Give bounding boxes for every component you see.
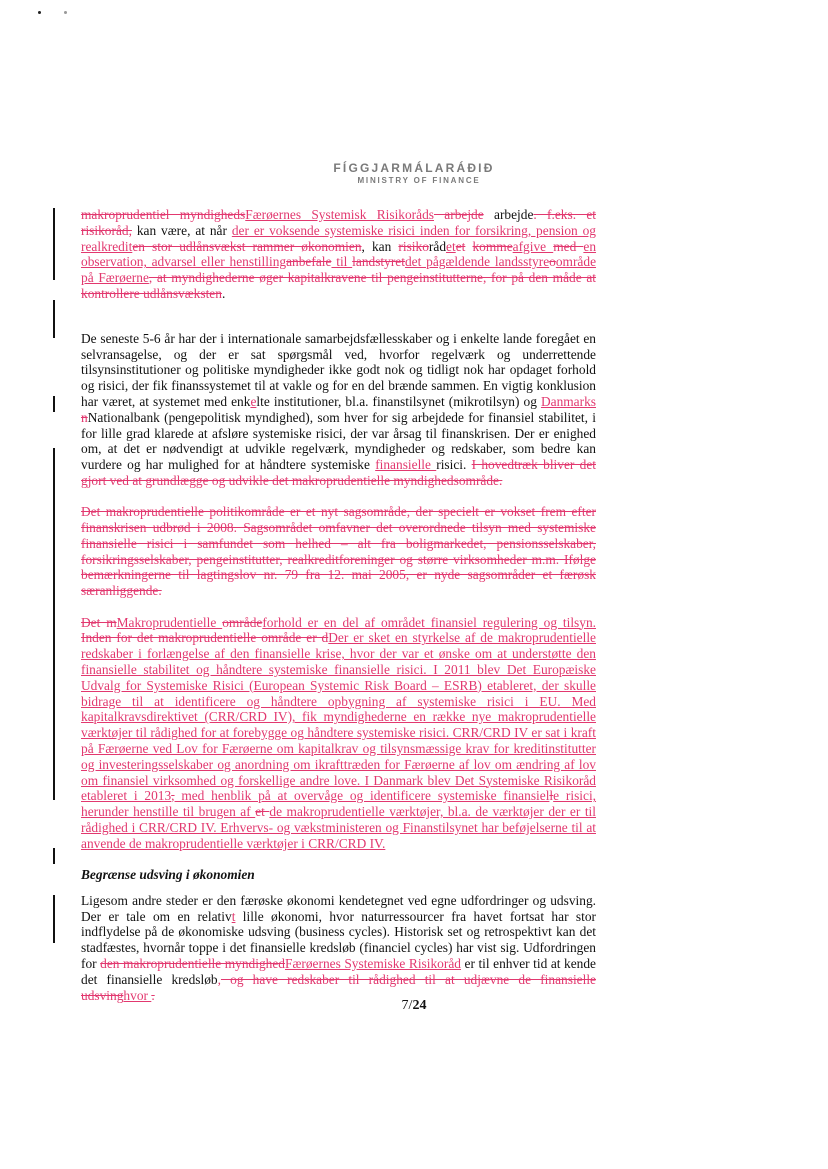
page-number [0, 998, 828, 1014]
insertion: e risici, herunder henstille til brugen af [81, 788, 597, 820]
insertion: et [446, 238, 456, 254]
deletion: . [151, 987, 155, 1003]
ministry-name-english: MINISTRY OF FINANCE [357, 176, 481, 185]
section-heading: Begrænse udsving i økonomien [81, 866, 255, 882]
deletion: . f.eks. et risikoråd, [81, 207, 597, 238]
deletion: den makroprudentielle myndighed [100, 955, 286, 971]
change-bar [53, 848, 55, 864]
deletion: område [222, 614, 263, 630]
document-body [81, 207, 596, 1019]
paragraph-limit-fluctuations [81, 893, 596, 1004]
page-separator: / [408, 998, 413, 1013]
change-bar [53, 448, 55, 800]
text: kan være, at når [131, 222, 232, 238]
paragraph-self-examination [81, 331, 596, 489]
paragraph-risk-council-work [81, 207, 596, 302]
deletion: , at myndighederne øger kapitalkravene til pengeinstitutterne, for på den måde at kontrollere udlånsvæksten [81, 270, 597, 301]
deletion: Det makroprudentielle politikområde er et nyt sagsområde, der specielt er vokset frem efter finanskrisen udbrød i 2008. Sagsområdet omfavner det overordnede tilsyn med systemiske finansielle risici i samfundet som helhed – alt fra boligmarkedet, pensionsselskaber, forsikringsselskaber, pengeinstitutter, realkreditforeninger og større virksomheder m.m. Ifølge bemærkningerne til lagtingslov nr. 79 fra 12. mai 2005, er nyde sagsområder et færøsk særanliggende. [81, 504, 596, 599]
insertion: finansielle [375, 457, 437, 473]
insertion: Færøernes Systemiske Risikoråd [285, 955, 461, 971]
text: råd [428, 238, 447, 254]
text: Nationalbank (pengepolitisk myndighed), som hver for sig arbejdede for finansiel stabilitet, i for lille grad klarede at afsløre systemiske risici, der var årsag til finanskrisen. Der er enighed om, at det er nødvendigt at udvikle regelværk, myndigheder og redskaber, som bedre kan vurdere og har mulighed for at håndtere systemiske [81, 409, 596, 473]
deletion: Det m [81, 614, 117, 630]
paragraph-macroprudential-tools [81, 615, 596, 852]
insertion: Der er sket en styrkelse af de makroprudentielle redskaber i forlængelse af den finansielle krise, hvor der var et ønske om at understøtte den finansielle stabilitet og håndtere systemiske finansielle risici. I 2011 blev Det Europæiske Udvalg for Systemiske Risici (European Systemic Risk Board – ESRB) etableret, der skulle bidrage til at identificere og håndtere opbygning af systemiske risici i EU. Med kapitalkravsdirektivet (CRR/CRD IV), fik myndighederne en række nye makroprudentielle værktøjer til rådighed for at forebygge og håndtere systemiske risici. CRR/CRD IV er sat i kraft på Færøerne ved Lov for Færøerne om kapitalkrav og tilsynsmæssige krav for kreditinstitutter og investeringsselskaber og anordning om ikrafttræden for Færøerne af lov om ændring af lov om finansiel virksomhed og forskellige andre love. I Danmark blev Det Systemiske Risikoråd etableret i 2013 [81, 630, 596, 804]
deletion: komme [472, 238, 513, 254]
scan-speck [64, 11, 67, 14]
change-bar [53, 300, 55, 338]
deletion: en stor udlånsvækst rammer økonomien [132, 238, 362, 254]
change-bar [53, 396, 55, 412]
insertion: , [217, 971, 221, 987]
deletion: n [81, 409, 88, 425]
deletion: arbejde [434, 207, 484, 222]
deletion: o [549, 254, 556, 270]
deletion: et [455, 238, 466, 254]
paragraph-deleted-policy-area [81, 504, 596, 599]
insertion: hvor [123, 987, 152, 1003]
deletion: et [255, 804, 270, 820]
text: lille økonomi, hvor naturressourcer fra havet fortsat har stor indflydelse på de økonomiske udsving (business cycles). Historisk set og retrospektivt kan det stadfæstes, hvornår toppe i det finansielle kredsløb (financiel cycles) har vist sig. Udfordringen for [81, 908, 596, 971]
insertion: Danmarks [540, 393, 596, 409]
text: risici. [436, 457, 472, 473]
letterhead [0, 161, 828, 185]
insertion: Makroprudentielle [116, 614, 223, 630]
insertion: de makroprudentielle værktøjer, bl.a. de værktøjer der er til rådighed i CRR/CRD IV. Erhvervs- og vækstministeren og Finanstilsynet har beføjelserne til at anvende de makroprudentielle værktøjer i CRR/CRD IV. [81, 804, 597, 851]
deletion: anbefale [286, 254, 332, 270]
change-bar [53, 895, 55, 943]
deletion: l [549, 788, 554, 804]
text: De seneste 5-6 år har der i internationale samarbejdsfællesskaber og i enkelte lande foregået en selvransagelse, og der er sat spørgsmål ved, hvorfor regelværk og underrettende tilsynsinstitutioner og politiske myndigheder ikke godt nok og tidligt nok har opdaget forhold og risici, der fik finanssystemet til at vakle og for en del brænde sammen. En vigtig konklusion har været, at systemet med enk [81, 330, 596, 409]
page-current: 7 [401, 998, 409, 1013]
text: , kan [361, 238, 399, 254]
deletion: med [553, 238, 584, 254]
insertion: Færøernes Systemisk Risikoråds [245, 207, 434, 222]
text: . [221, 285, 226, 301]
insertion: t [231, 908, 236, 924]
deletion: risiko [398, 238, 429, 254]
insertion: afgive [512, 238, 554, 254]
insertion: til [331, 254, 353, 270]
deletion: og have redskaber til rådighed til at udjævne de finansielle udsving [81, 971, 596, 1003]
scan-speck [38, 11, 41, 14]
deletion: landstyret [352, 254, 405, 270]
text: er til enhver tid at kende det finansielle kredsløb [81, 955, 596, 987]
change-bar [53, 208, 55, 280]
deletion: , [171, 788, 175, 804]
text: arbejde [483, 207, 534, 222]
text: lte institutioner, bl.a. finanstilsynet (mikrotilsyn) og [256, 393, 541, 409]
insertion: e [250, 393, 257, 409]
deletion: makroprudentiel myndigheds [81, 207, 246, 222]
insertion: forhold er en del af området finansiel regulering og tilsyn. [262, 614, 596, 630]
insertion: område på Færøerne [81, 254, 597, 286]
insertion: der er voksende systemiske risici inden for forsikring, pension og realkredit [81, 222, 596, 254]
insertion: det pågældende landsstyre [404, 254, 550, 270]
text: Ligesom andre steder er den færøske økonomi kendetegnet ved egne udfordringer og udsving. Der er tale om en relativ [81, 892, 596, 924]
deletion: I hovedtræk bliver det gjort ved at grundlægge og udvikle det makroprudentielle myndighedsområde. [81, 457, 596, 488]
deletion: Inden for det makroprudentielle område er d [81, 630, 329, 646]
insertion: en observation, advarsel eller henstilling [81, 238, 597, 270]
insertion: med henblik på at overvåge og identificere systemiske finansiel [174, 788, 550, 804]
page-total: 24 [412, 998, 427, 1013]
ministry-name-faroese: FÍGGJARMÁLARÁÐIÐ [333, 161, 495, 175]
